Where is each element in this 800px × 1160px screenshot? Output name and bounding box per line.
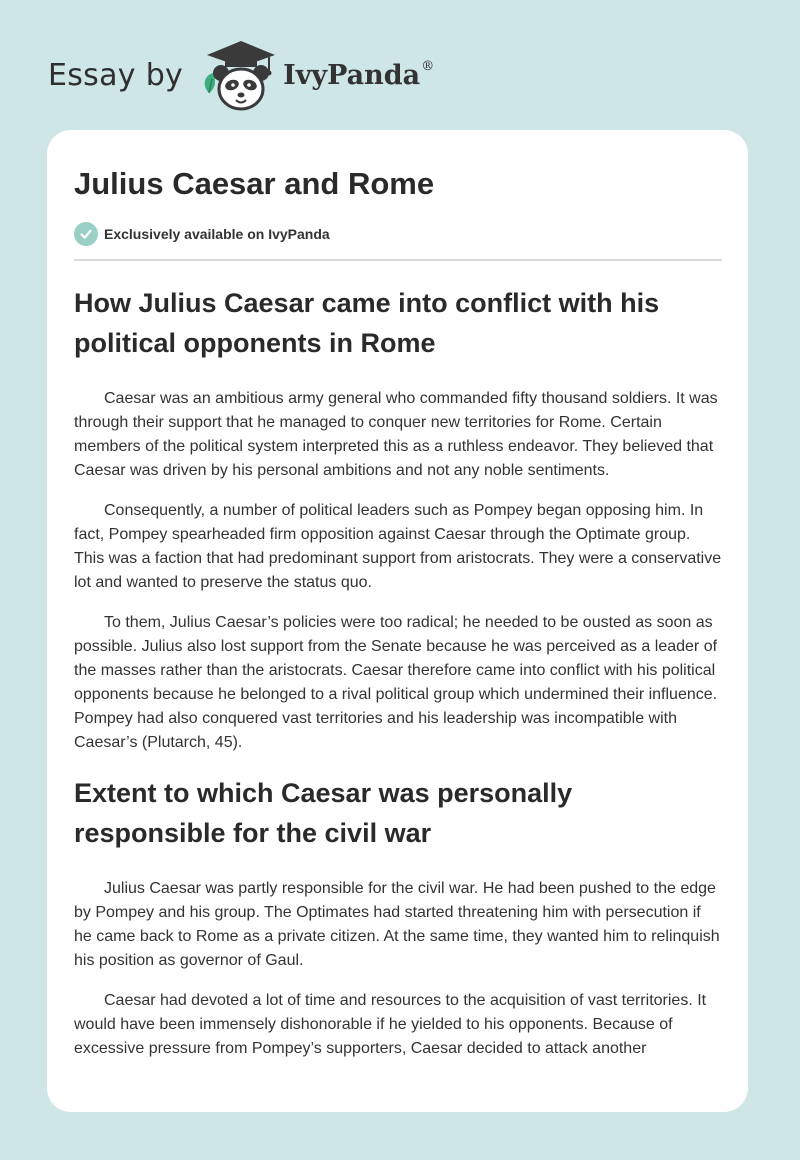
section-heading: How Julius Caesar came into conflict with his political opponents in Rome [74,288,660,358]
brand-logo[interactable] [48,30,434,120]
section-civil-war [74,773,722,1061]
exclusive-badge-label: Exclusively available on IvyPanda [104,226,330,242]
brand-prefix: Essay by [48,57,184,93]
section-conflict [74,283,722,755]
essay-card [47,130,748,1112]
paragraph: Julius Caesar was partly responsible for the civil war. He had been pushed to the edge by Pompey and his group. The Optimates had started threatening him with persecution if he came back to Rome as a private citizen. At the same time, they wanted him to relinquish his position as governor of Gaul. [74,880,720,969]
exclusive-badge [74,222,722,246]
panda-graduate-icon [195,35,277,115]
section-heading: Extent to which Caesar was personally responsible for the civil war [74,778,573,848]
paragraph: Consequently, a number of political leaders such as Pompey began opposing him. In fact, Pompey spearheaded firm opposition against Caesar through the Optimate group. This was a faction that had predominant support from aristocrats. They were a conservative lot and wanted to preserve the status quo. [74,502,722,591]
checkmark-icon [74,222,98,246]
paragraph: To them, Julius Caesar’s policies were too radical; he needed to be ousted as soon as possible. Julius also lost support from the Senate because he was perceived as a leader of the masses rather than the aristocrats. Caesar therefore came into conflict with his political opponents because he belonged to a rival political group which undermined their influence. Pompey had also conquered vast territories and his leadership was incompatible with Caesar’s (Plutarch, 45). [74,614,718,751]
paragraph: Caesar was an ambitious army general who commanded fifty thousand soldiers. It was through their support that he managed to conquer new territories for Rome. Certain members of the political system interpreted this as a ruthless endeavor. They believed that Caesar was driven by his personal ambitions and not any noble sentiments. [74,390,718,479]
essay-title: Julius Caesar and Rome [74,166,435,201]
paragraph: Caesar had devoted a lot of time and resources to the acquisition of vast territories. It would have been immensely dishonorable if he yielded to his opponents. Because of excessive pressure from Pompey’s supporters, Caesar decided to attack another [74,992,707,1057]
brand-name: IvyPanda® [283,59,435,91]
title-divider [74,259,722,261]
